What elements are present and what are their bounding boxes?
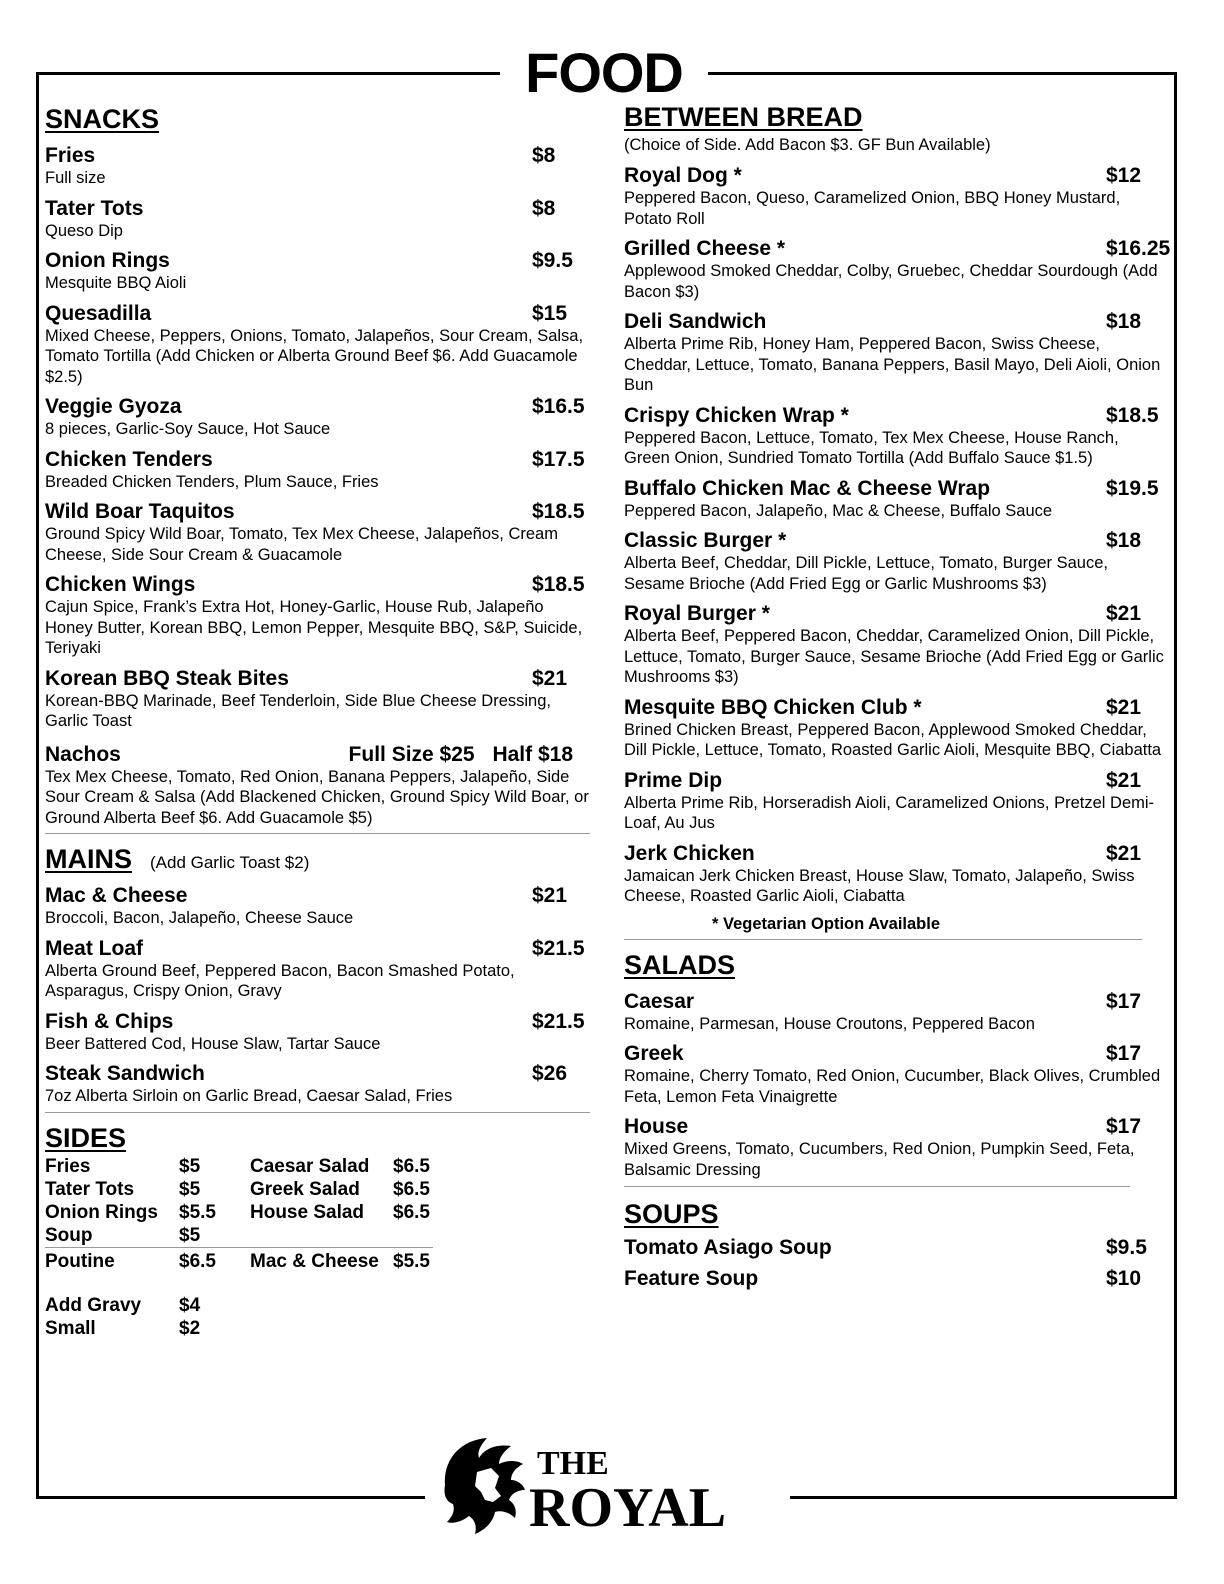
side-price bbox=[393, 1273, 433, 1317]
item-desc: 8 pieces, Garlic-Soy Sauce, Hot Sauce bbox=[45, 420, 331, 438]
item-name: Mesquite BBQ Chicken Club * bbox=[624, 695, 922, 719]
divider bbox=[45, 833, 590, 834]
item-desc: Alberta Prime Rib, Horseradish Aioli, Caramelized Onions, Pretzel Demi-Loaf, Au Jus bbox=[624, 793, 1155, 832]
item-desc: Alberta Prime Rib, Honey Ham, Peppered Bacon, Swiss Cheese, Cheddar, Lettuce, Tomato, Banana Peppers, Basil Mayo, Deli Aioli, Onion Bun bbox=[624, 335, 1161, 394]
item-desc: Mixed Greens, Tomato, Cucumbers, Red Onion, Pumpkin Seed, Feta, Balsamic Dressing bbox=[624, 1140, 1135, 1179]
sides-row bbox=[45, 1178, 433, 1201]
item-price: $8 bbox=[532, 144, 556, 167]
side-name: Soup bbox=[45, 1224, 93, 1246]
between-bread-heading: BETWEEN BREAD bbox=[624, 102, 863, 132]
item-name: Tomato Asiago Soup bbox=[624, 1236, 832, 1259]
item-name: Crispy Chicken Wrap * bbox=[624, 403, 849, 427]
item-price: $18.5 bbox=[1106, 403, 1159, 427]
item-name: Chicken Wings bbox=[45, 573, 196, 596]
item-name: Buffalo Chicken Mac & Cheese Wrap bbox=[624, 476, 991, 500]
item-price: $18 bbox=[1106, 310, 1142, 333]
menu-item bbox=[45, 666, 590, 732]
menu-item bbox=[45, 1061, 590, 1107]
item-name: Classic Burger * bbox=[624, 529, 787, 552]
side-name: Greek Salad bbox=[250, 1178, 360, 1200]
logo-line1: THE bbox=[537, 1445, 609, 1482]
side-price bbox=[393, 1317, 433, 1340]
divider bbox=[624, 939, 1142, 940]
item-price: $19.5 bbox=[1106, 476, 1159, 500]
side-name: Fries bbox=[45, 1155, 91, 1177]
salads-list bbox=[624, 989, 1164, 1181]
mains-header bbox=[45, 842, 590, 876]
mains-heading: MAINS bbox=[45, 844, 132, 874]
side-name: Caesar Salad bbox=[250, 1155, 370, 1177]
item-name: Greek bbox=[624, 1042, 684, 1065]
item-desc: Mixed Cheese, Peppers, Onions, Tomato, Jalapeños, Sour Cream, Salsa, Tomato Tortilla (Add Chicken or Alberta Ground Beef $6. Add Guacamole $2.5) bbox=[45, 326, 584, 386]
item-price: $16.5 bbox=[532, 395, 585, 418]
left-column bbox=[45, 100, 590, 1340]
item-name: Fries bbox=[45, 144, 96, 167]
item-name: Wild Boar Taquitos bbox=[45, 500, 235, 523]
side-price: $6.5 bbox=[393, 1155, 430, 1177]
item-name: Chicken Tenders bbox=[45, 447, 213, 471]
item-desc: Beer Battered Cod, House Slaw, Tartar Sauce bbox=[45, 1034, 381, 1053]
item-desc: Cajun Spice, Frank’s Extra Hot, Honey-Garlic, House Rub, Jalapeño Honey Butter, Korean BBQ, Lemon Pepper, Mesquite BBQ, S&P, Suicide, Teriyaki bbox=[45, 598, 583, 657]
side-name: Tater Tots bbox=[45, 1178, 135, 1200]
item-price: $16.25 bbox=[1106, 237, 1171, 260]
mains-list bbox=[45, 883, 590, 1107]
sides-row bbox=[45, 1247, 433, 1273]
item-desc: Applewood Smoked Cheddar, Colby, Gruebec, Cheddar Sourdough (Add Bacon $3) bbox=[624, 262, 1158, 301]
snacks-heading: SNACKS bbox=[45, 104, 160, 134]
between-bread-note: (Choice of Side. Add Bacon $3. GF Bun Available) bbox=[624, 136, 991, 154]
item-price: $26 bbox=[532, 1062, 568, 1085]
side-price: $6.5 bbox=[393, 1201, 430, 1223]
item-desc: Peppered Bacon, Lettuce, Tomato, Tex Mex Cheese, House Ranch, Green Onion, Sundried Tomato Tortilla (Add Buffalo Sauce $1.5) bbox=[624, 428, 1119, 467]
item-desc: Ground Spicy Wild Boar, Tomato, Tex Mex Cheese, Jalapeños, Cream Cheese, Side Sour Cream & Guacamole bbox=[45, 525, 558, 564]
item-name: Royal Dog * bbox=[624, 164, 742, 187]
menu-item bbox=[624, 989, 1164, 1035]
menu-item bbox=[624, 163, 1164, 229]
item-name: Fish & Chips bbox=[45, 1009, 174, 1033]
item-price: $18.5 bbox=[532, 500, 585, 523]
item-name: Caesar bbox=[624, 989, 695, 1013]
menu-item bbox=[45, 143, 590, 189]
item-desc: Tex Mex Cheese, Tomato, Red Onion, Banana Peppers, Jalapeño, Side Sour Cream & Salsa (Add Blackened Chicken, Ground Spicy Wild Boar, or Ground Alberta Beef $6. Add Guacamole $5) bbox=[45, 767, 589, 827]
menu-item bbox=[624, 768, 1164, 834]
menu-item bbox=[624, 695, 1164, 761]
menu-item bbox=[45, 936, 590, 1002]
soup-item bbox=[624, 1264, 1164, 1293]
item-price: $10 bbox=[1106, 1267, 1142, 1290]
item-price: $21 bbox=[1106, 602, 1142, 625]
side-name: Mac & Cheese bbox=[250, 1247, 393, 1273]
item-price: $15 bbox=[532, 301, 568, 325]
sides-row bbox=[45, 1224, 433, 1248]
item-name: Steak Sandwich bbox=[45, 1062, 205, 1085]
item-desc: Brined Chicken Breast, Peppered Bacon, Applewood Smoked Cheddar, Dill Pickle, Lettuce, Tomato, Roasted Garlic Aioli, Mesquite BBQ, Ciabatta bbox=[624, 720, 1162, 759]
item-name: Mac & Cheese bbox=[45, 884, 188, 907]
item-name: Royal Burger * bbox=[624, 602, 770, 625]
item-name: House bbox=[624, 1115, 689, 1138]
menu-item bbox=[624, 309, 1164, 396]
soup-item bbox=[624, 1233, 1164, 1262]
menu-item bbox=[624, 601, 1164, 688]
nachos-prices bbox=[337, 743, 573, 767]
sides-row bbox=[45, 1155, 433, 1178]
item-desc: Peppered Bacon, Queso, Caramelized Onion, BBQ Honey Mustard, Potato Roll bbox=[624, 189, 1121, 228]
item-name: Meat Loaf bbox=[45, 936, 144, 960]
item-desc: 7oz Alberta Sirloin on Garlic Bread, Caesar Salad, Fries bbox=[45, 1087, 453, 1105]
item-price: $17 bbox=[1106, 989, 1142, 1013]
menu-item bbox=[45, 499, 590, 565]
item-price: $8 bbox=[532, 196, 556, 220]
item-name: Onion Rings bbox=[45, 249, 170, 272]
item-desc: Korean-BBQ Marinade, Beef Tenderloin, Side Blue Cheese Dressing, Garlic Toast bbox=[45, 691, 551, 730]
snacks-list bbox=[45, 143, 590, 732]
side-price: $5 bbox=[179, 1178, 201, 1200]
item-desc: Romaine, Parmesan, House Croutons, Peppered Bacon bbox=[624, 1014, 1035, 1033]
side-price bbox=[393, 1224, 433, 1248]
side-name: House Salad bbox=[250, 1201, 365, 1223]
menu-item bbox=[624, 841, 1164, 907]
nachos-full-price: Full Size $25 bbox=[348, 742, 475, 766]
vegetarian-note: * Vegetarian Option Available bbox=[712, 914, 941, 933]
menu-item bbox=[45, 301, 590, 388]
item-desc: Broccoli, Bacon, Jalapeño, Cheese Sauce bbox=[45, 909, 354, 927]
menu-item bbox=[45, 883, 590, 929]
item-price: $21 bbox=[1106, 695, 1142, 719]
item-name: Korean BBQ Steak Bites bbox=[45, 666, 289, 690]
page-title: FOOD bbox=[525, 41, 683, 104]
menu-item bbox=[45, 394, 590, 440]
item-price: $21.5 bbox=[532, 936, 585, 960]
item-desc: Queso Dip bbox=[45, 221, 123, 240]
item-name: Feature Soup bbox=[624, 1267, 759, 1290]
menu-item bbox=[45, 572, 590, 659]
menu-item bbox=[624, 236, 1171, 302]
item-desc: Alberta Beef, Peppered Bacon, Cheddar, Caramelized Onion, Dill Pickle, Lettuce, Tomato, Burger Sauce, Sesame Brioche (Add Fried Egg or Garlic Mushrooms $3) bbox=[624, 627, 1164, 686]
logo bbox=[425, 1430, 790, 1540]
side-name: Add Gravy bbox=[45, 1294, 142, 1316]
side-name: Small bbox=[45, 1317, 96, 1339]
item-name: Nachos bbox=[45, 742, 121, 766]
sides-row bbox=[45, 1317, 433, 1340]
menu-item bbox=[624, 528, 1164, 594]
item-desc: Alberta Beef, Cheddar, Dill Pickle, Lettuce, Tomato, Burger Sauce, Sesame Brioche (Add Fried Egg or Garlic Mushrooms $3) bbox=[624, 554, 1108, 593]
nachos-item bbox=[45, 742, 590, 829]
side-price: $4 bbox=[179, 1294, 201, 1316]
title-wrap bbox=[500, 40, 708, 104]
item-price: $9.5 bbox=[1106, 1236, 1147, 1259]
sides-heading: SIDES bbox=[45, 1122, 127, 1153]
item-desc: Romaine, Cherry Tomato, Red Onion, Cucumber, Black Olives, Crumbled Feta, Lemon Feta Vinaigrette bbox=[624, 1067, 1161, 1106]
menu-item bbox=[45, 196, 590, 242]
salads-heading: SALADS bbox=[624, 949, 736, 980]
lion-logo-icon bbox=[425, 1430, 790, 1540]
item-name: Jerk Chicken bbox=[624, 841, 755, 865]
item-name: Veggie Gyoza bbox=[45, 395, 182, 418]
menu-item bbox=[624, 476, 1164, 522]
item-price: $21 bbox=[532, 666, 568, 690]
menu-item bbox=[45, 1009, 590, 1055]
menu-item bbox=[45, 248, 590, 294]
sides-table bbox=[45, 1155, 433, 1340]
side-name bbox=[250, 1224, 393, 1248]
side-price: $6.5 bbox=[179, 1247, 250, 1273]
item-price: $21.5 bbox=[532, 1009, 585, 1033]
menu-item bbox=[624, 1041, 1164, 1107]
logo-line2: ROYAL bbox=[529, 1477, 727, 1539]
item-desc: Full size bbox=[45, 169, 106, 187]
mains-note: (Add Garlic Toast $2) bbox=[150, 853, 310, 872]
side-name: Poutine bbox=[45, 1247, 179, 1273]
divider bbox=[45, 1112, 590, 1113]
between-bread-list bbox=[624, 163, 1171, 907]
item-price: $21 bbox=[532, 884, 568, 907]
item-price: $18.5 bbox=[532, 573, 585, 596]
soups-heading: SOUPS bbox=[624, 1199, 719, 1229]
side-name bbox=[250, 1317, 393, 1340]
item-name: Tater Tots bbox=[45, 196, 144, 220]
item-desc: Peppered Bacon, Jalapeño, Mac & Cheese, Buffalo Sauce bbox=[624, 501, 1053, 520]
item-desc: Alberta Ground Beef, Peppered Bacon, Bacon Smashed Potato, Asparagus, Crispy Onion, Gravy bbox=[45, 961, 515, 1000]
item-price: $9.5 bbox=[532, 249, 573, 272]
item-price: $17 bbox=[1106, 1115, 1142, 1138]
item-price: $12 bbox=[1106, 164, 1142, 187]
side-name: Onion Rings bbox=[45, 1201, 158, 1223]
right-column bbox=[624, 100, 1171, 1293]
item-price: $18 bbox=[1106, 529, 1142, 552]
side-price: $5.5 bbox=[179, 1201, 216, 1223]
item-name: Deli Sandwich bbox=[624, 310, 767, 333]
nachos-half-price: Half $18 bbox=[492, 742, 573, 766]
item-price: $21 bbox=[1106, 841, 1142, 865]
side-price: $2 bbox=[179, 1317, 201, 1339]
side-price: $5 bbox=[179, 1224, 201, 1246]
item-desc: Mesquite BBQ Aioli bbox=[45, 274, 187, 292]
side-name bbox=[250, 1273, 393, 1317]
sides-row bbox=[45, 1201, 433, 1224]
side-price: $5 bbox=[179, 1155, 201, 1177]
sides-row bbox=[45, 1273, 433, 1317]
side-price: $5.5 bbox=[393, 1247, 433, 1273]
item-name: Grilled Cheese * bbox=[624, 237, 786, 260]
divider bbox=[624, 1186, 1130, 1187]
soups-list bbox=[624, 1233, 1164, 1293]
item-name: Quesadilla bbox=[45, 301, 152, 325]
item-name: Prime Dip bbox=[624, 768, 723, 792]
item-price: $17.5 bbox=[532, 447, 585, 471]
item-desc: Jamaican Jerk Chicken Breast, House Slaw, Tomato, Jalapeño, Swiss Cheese, Roasted Garlic Aioli, Ciabatta bbox=[624, 866, 1135, 905]
item-price: $17 bbox=[1106, 1042, 1142, 1065]
side-price: $6.5 bbox=[393, 1178, 430, 1200]
item-desc: Breaded Chicken Tenders, Plum Sauce, Fries bbox=[45, 472, 379, 491]
menu-item bbox=[624, 403, 1164, 469]
item-price: $21 bbox=[1106, 768, 1142, 792]
menu-item bbox=[624, 1114, 1164, 1180]
menu-item bbox=[45, 447, 590, 493]
